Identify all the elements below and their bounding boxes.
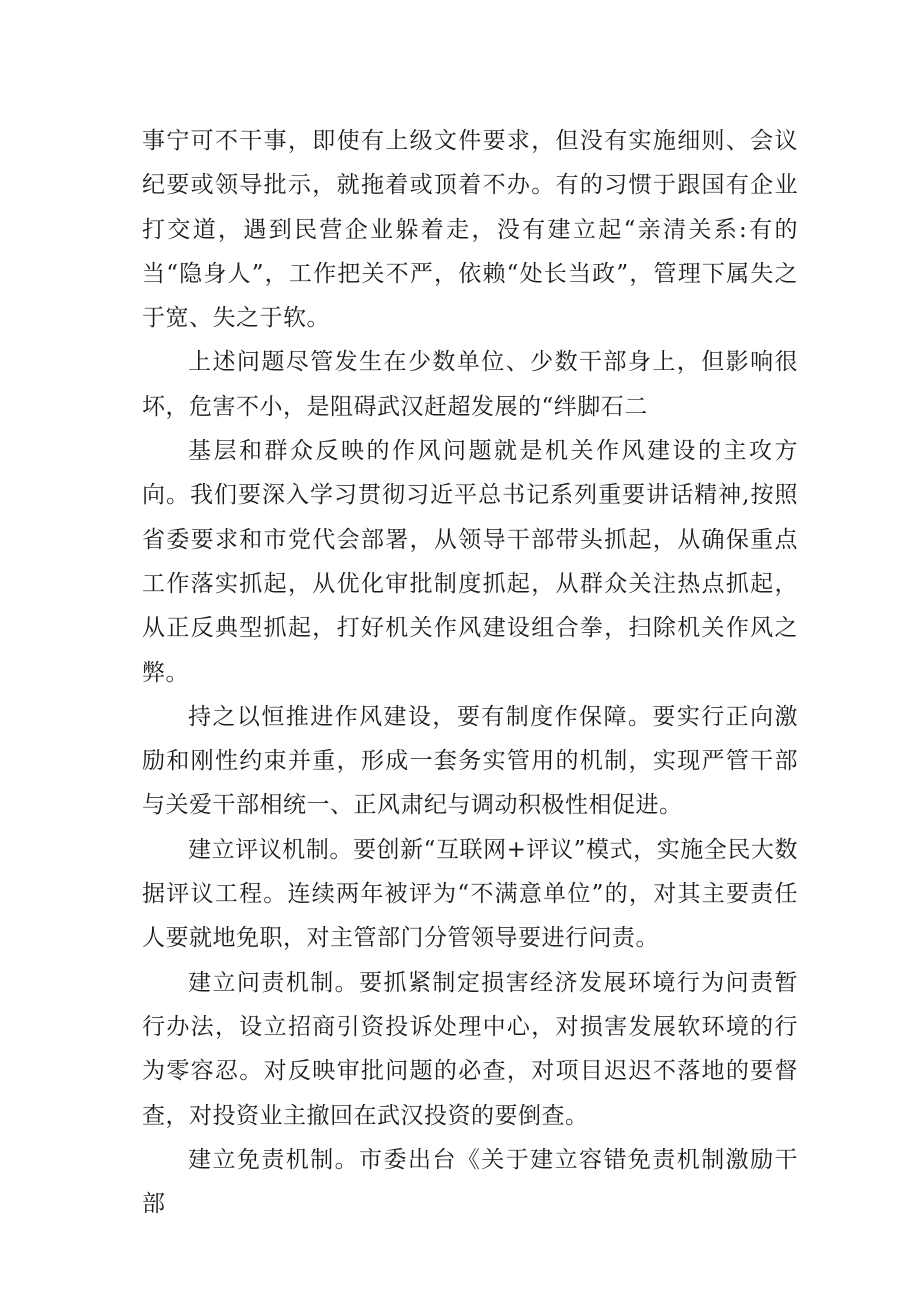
paragraph-3: 基层和群众反映的作风问题就是机关作风建设的主攻方向。我们要深入学习贯彻习近平总书记系列重要讲话精神,按照省委要求和市党代会部署，从领导干部带头抓起，从确保重点工作落实抓起，从优化审批制度抓起，从群众关注热点抓起，从正反典型抓起，打好机关作风建设组合拳，扫除机关作风之弊。: [142, 438, 798, 686]
paragraph-1: 事宁可不干事，即使有上级文件要求，但没有实施细则、会议纪要或领导批示，就拖着或顶着不办。有的习惯于跟国有企业打交道，遇到民营企业躲着走，没有建立起“亲清关系:有的当“隐身人”，工作把关不严，依赖“处长当政”，管理下属失之于宽、失之于软。: [142, 128, 798, 332]
paragraph-4: 持之以恒推进作风建设，要有制度作保障。要实行正向激励和刚性约束并重，形成一套务实管用的机制，实现严管干部与关爱干部相统一、正风肃纪与调动积极性相促进。: [142, 703, 798, 819]
paragraph-5: 建立评议机制。要创新“互联网+评议”模式，实施全民大数据评议工程。连续两年被评为“不满意单位”的，对其主要责任人要就地免职，对主管部门分管领导要进行问责。: [142, 836, 798, 952]
paragraph-2: 上述问题尽管发生在少数单位、少数干部身上，但影响很坏，危害不小，是阻碍武汉赶超发展的“绊脚石二: [142, 349, 798, 420]
document-body: [142, 119, 798, 1226]
paragraph-6: 建立问责机制。要抓紧制定损害经济发展环境行为问责暂行办法，设立招商引资投诉处理中心，对损害发展软环境的行为零容忍。对反映审批问题的必查，对项目迟迟不落地的要督查，对投资业主撤回在武汉投资的要倒查。: [142, 969, 798, 1129]
paragraph-7: 建立免责机制。市委出台《关于建立容错免责机制激励干部: [142, 1146, 798, 1218]
